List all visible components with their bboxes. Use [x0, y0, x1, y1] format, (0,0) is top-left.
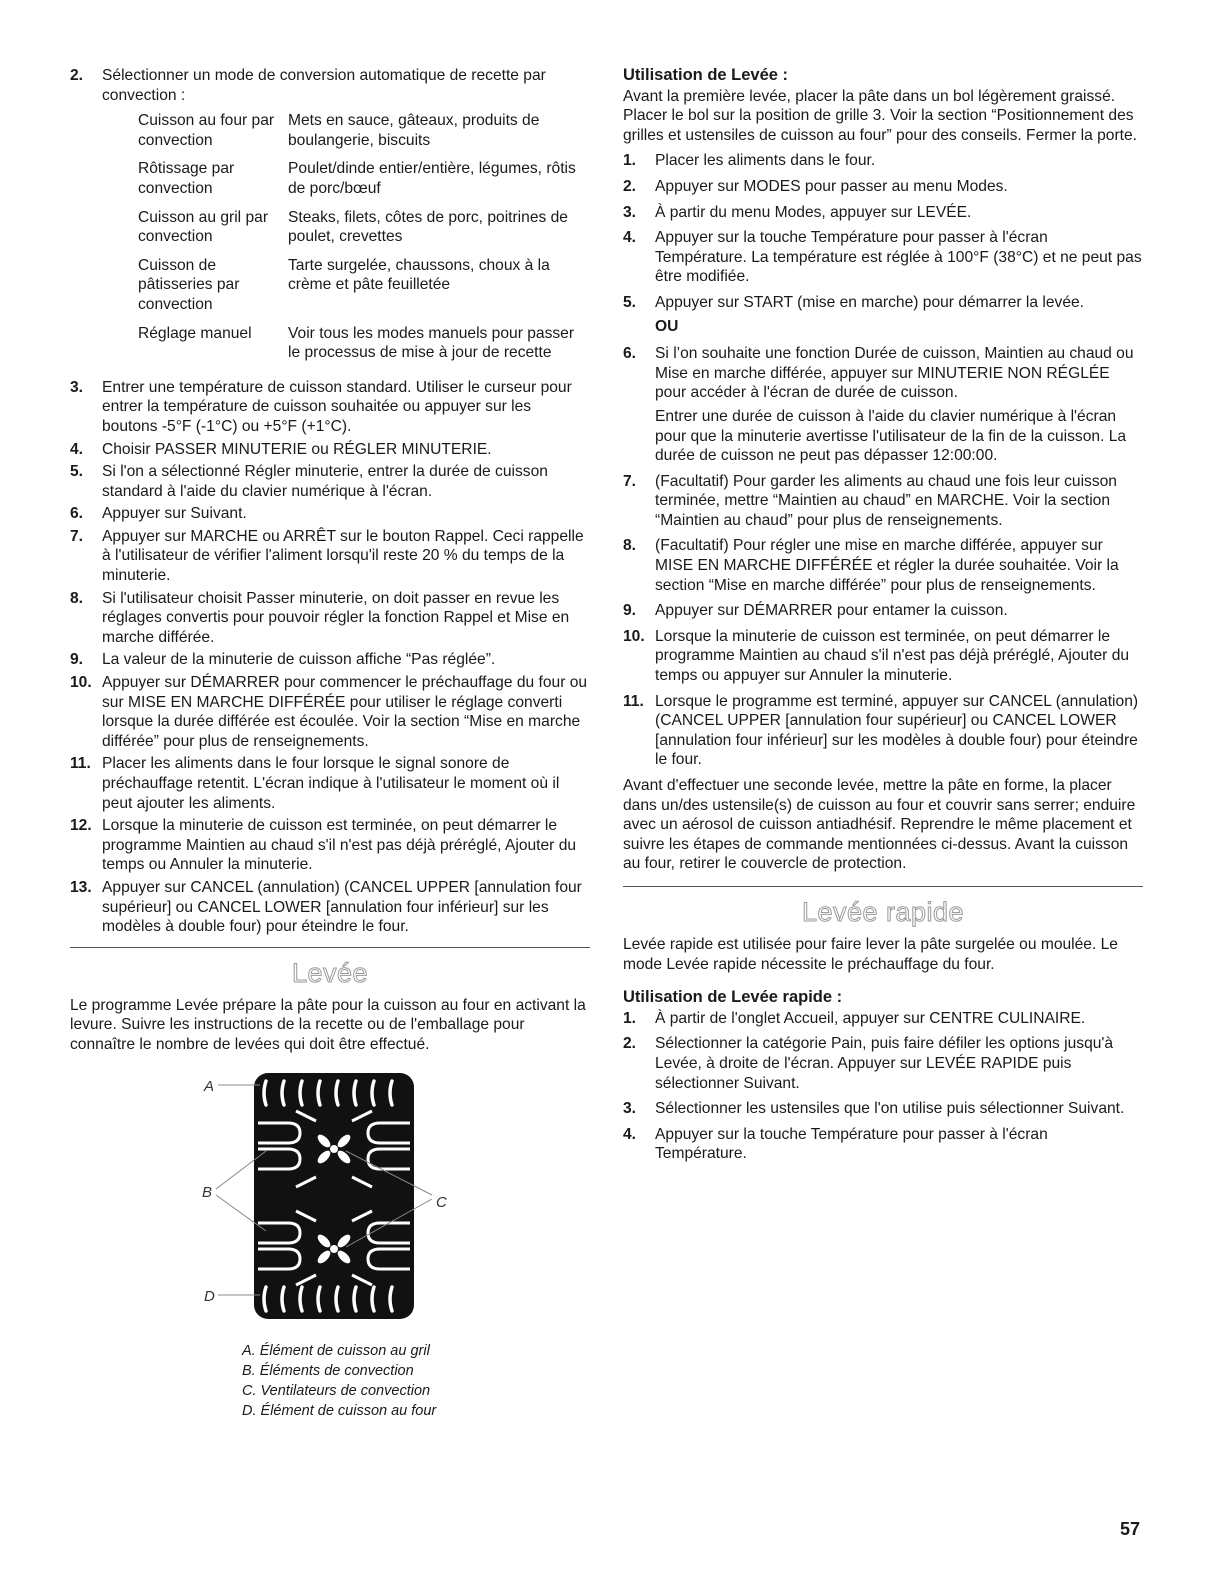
table-row	[138, 324, 590, 372]
mode-name: Cuisson au gril par convection	[138, 208, 269, 246]
step-number: 1.	[623, 1009, 637, 1027]
step-text: Si l'on a sélectionné Régler minuterie, entrer la durée de cuisson standard à l'aide du clavier numérique à l'écran.	[102, 463, 548, 500]
step-text: (Facultatif) Pour garder les aliments au chaud une fois leur cuisson terminée, mettre “Maintien au chaud” en MARCHE. Voir la section “Maintien au chaud” pour plus de renseignements.	[655, 472, 1117, 529]
step-text: Lorsque la minuterie de cuisson est terminée, on peut démarrer le programme Maintien au chaud s'il n'est pas déjà préréglé, Ajouter du temps ou Annuler la minuterie.	[102, 817, 577, 874]
step-number: 2.	[623, 1035, 637, 1053]
label-b: B	[202, 1183, 213, 1201]
step-number: 5.	[70, 463, 84, 481]
step-text: Placer les aliments dans le four.	[655, 152, 876, 170]
step-number: 8.	[70, 589, 84, 607]
step-number: 1.	[623, 152, 637, 170]
left-column	[70, 66, 590, 1421]
oven-cavity	[254, 1073, 414, 1319]
step-number: 6.	[623, 345, 637, 363]
step-number: 11.	[70, 755, 91, 773]
mode-name: Cuisson de pâtisseries par convection	[138, 256, 240, 313]
list-item	[70, 66, 590, 372]
mode-description: Tarte surgelée, chaussons, choux à la crème et pâte feuilletée	[288, 256, 550, 294]
caption-line: B. Éléments de convection	[242, 1362, 414, 1379]
conversion-modes-table	[138, 111, 590, 372]
step-list-levee-rapide	[623, 1009, 1143, 1164]
step-number: 10.	[70, 674, 92, 692]
step-text: Sélectionner les ustensiles que l'on utilise puis sélectionner Suivant.	[655, 1100, 1125, 1118]
step-number: 13.	[70, 878, 92, 896]
label-c: C	[436, 1193, 447, 1211]
label-a: A	[204, 1077, 215, 1095]
step-number: 4.	[623, 229, 637, 247]
step-text: Placer les aliments dans le four lorsque le signal sonore de préchauffage retentit. L'écran indique à l'utilisateur le moment où il peut ajouter les aliments.	[102, 755, 560, 812]
step-number: 6.	[70, 505, 84, 523]
list-item	[623, 1125, 1143, 1164]
page-number: 57	[1119, 1519, 1140, 1539]
list-item	[623, 601, 1143, 621]
step-number: 3.	[623, 203, 637, 221]
section-divider	[70, 947, 590, 948]
list-item	[70, 378, 590, 437]
step-list-levee	[623, 151, 1143, 770]
list-item	[623, 1009, 1143, 1029]
step-text: Appuyer sur la touche Température pour passer à l'écran Température. La température est réglée à 100°F (38°C) et ne peut pas être modifiée.	[655, 229, 1142, 286]
second-levee-paragraph: Avant d'effectuer une seconde levée, mettre la pâte en forme, la placer dans un/des ustensile(s) de cuisson au four et couvrir sans serrer; enduire avec un aérosol de cuisson antiadhésif. Reprendre le même placement et suivre les étapes de commande mentionnées ci-dessus. Avant la cuisson au four, retirer le couvercle de protection.	[623, 777, 1136, 873]
step-number: 7.	[70, 527, 84, 545]
mode-description: Steaks, filets, côtes de porc, poitrines de poulet, crevettes	[288, 208, 568, 246]
list-item	[623, 1034, 1143, 1093]
step-list-conversion	[70, 66, 590, 937]
step-text: Appuyer sur DÉMARRER pour entamer la cuisson.	[655, 602, 1008, 620]
list-item	[70, 754, 590, 813]
table-row	[138, 256, 590, 324]
step-text: Appuyer sur Suivant.	[102, 505, 247, 523]
list-item	[623, 344, 1143, 466]
list-item	[623, 472, 1143, 531]
step-number: 9.	[623, 602, 637, 620]
list-item	[70, 504, 590, 524]
step-text: Lorsque le programme est terminé, appuyer sur CANCEL (annulation) (CANCEL UPPER [annulation four supérieur] ou CANCEL LOWER [annulation four inférieur] sur les modèles à double four) pour éteindre le four.	[655, 692, 1139, 769]
mode-description: Voir tous les modes manuels pour passer le processus de mise à jour de recette	[288, 324, 575, 362]
list-item	[623, 203, 1143, 223]
step-number: 4.	[623, 1125, 637, 1143]
list-item	[623, 1099, 1143, 1119]
table-row	[138, 111, 590, 159]
step-number: 3.	[70, 378, 84, 396]
list-item	[70, 673, 590, 751]
step-number: 2.	[70, 67, 84, 84]
list-item	[623, 536, 1143, 595]
caption-line: A. Élément de cuisson au gril	[242, 1342, 430, 1359]
step-number: 11.	[623, 692, 644, 710]
step-text: À partir du menu Modes, appuyer sur LEVÉE.	[655, 203, 972, 221]
list-item	[70, 440, 590, 460]
heading-utilisation-levee: Utilisation de Levée :	[623, 66, 789, 84]
mode-description: Mets en sauce, gâteaux, produits de boulangerie, biscuits	[288, 112, 540, 149]
step-number: 9.	[70, 651, 84, 669]
step-text: Appuyer sur START (mise en marche) pour démarrer la levée.	[655, 293, 1084, 311]
list-item	[623, 293, 1143, 336]
label-d: D	[204, 1287, 215, 1305]
mode-name: Réglage manuel	[138, 324, 252, 342]
step-number: 5.	[623, 293, 637, 311]
step-text: Appuyer sur DÉMARRER pour commencer le préchauffage du four ou sur MISE EN MARCHE DIFFÉRÉE pour utiliser le réglage converti lorsque la durée différée est écoulée. Voir la section “Mise en marche différée” pour plus de renseignements.	[102, 674, 588, 750]
step-number: 12.	[70, 817, 92, 835]
list-item	[70, 816, 590, 875]
step-text: Appuyer sur MARCHE ou ARRÊT sur le bouton Rappel. Ceci rappelle à l'utilisateur de vérifier l'aliment lorsqu'il reste 20 % du temps de la minuterie.	[102, 527, 584, 585]
section-title-levee: Levée	[291, 957, 369, 988]
step-number: 8.	[623, 537, 637, 555]
step-extra-text: Entrer une durée de cuisson à l'aide du clavier numérique à l'écran pour que la minuterie avertisse l'utilisateur de la fin de la cuisson. La durée de cuisson ne peut pas dépasser 12:00:00.	[655, 407, 1127, 465]
mode-description: Poulet/dinde entier/entière, légumes, rôtis de porc/bœuf	[288, 160, 576, 197]
mode-name: Cuisson au four par convection	[138, 112, 275, 149]
step-text: Appuyer sur CANCEL (annulation) (CANCEL UPPER [annulation four supérieur] ou CANCEL LOWER [annulation four inférieur] sur les modèles à double four) pour éteindre le four.	[102, 878, 582, 936]
step-text: (Facultatif) Pour régler une mise en marche différée, appuyer sur MISE EN MARCHE DIFFÉRÉE et régler la durée souhaitée. Voir la section “Mise en marche différée” pour plus de renseignements.	[655, 537, 1119, 594]
table-row	[138, 208, 590, 256]
oven-elements-illustration	[196, 1071, 456, 1331]
step-number: 2.	[623, 177, 637, 195]
step-text: À partir de l'onglet Accueil, appuyer sur CENTRE CULINAIRE.	[655, 1009, 1086, 1027]
list-item	[623, 692, 1143, 770]
list-item	[70, 462, 590, 501]
caption-line: C. Ventilateurs de convection	[242, 1382, 431, 1399]
step-text: Choisir PASSER MINUTERIE ou RÉGLER MINUTERIE.	[102, 440, 492, 458]
list-item	[623, 627, 1143, 686]
table-row	[138, 159, 590, 207]
oven-diagram	[196, 1071, 456, 1331]
section-divider	[623, 886, 1143, 887]
list-item	[623, 228, 1143, 287]
mode-name: Rôtissage par convection	[138, 160, 235, 197]
step-text: Si l'utilisateur choisit Passer minuterie, on doit passer en revue les réglages convertis pour pouvoir régler la fonction Rappel et Mise en marche différée.	[102, 589, 570, 646]
step-text: Appuyer sur la touche Température pour passer à l'écran Température.	[655, 1125, 1048, 1163]
step-text: Entrer une température de cuisson standard. Utiliser le curseur pour entrer la température de cuisson souhaitée ou appuyer sur les boutons -5°F (-1°C) ou +5°F (+1°C).	[102, 378, 572, 435]
list-item	[70, 589, 590, 648]
step-text: Sélectionner la catégorie Pain, puis faire défiler les options jusqu'à Levée, à droite de l'écran. Appuyer sur LEVÉE RAPIDE puis sélectionner Suivant.	[655, 1035, 1114, 1092]
step-text: Appuyer sur MODES pour passer au menu Modes.	[655, 177, 1008, 195]
list-item	[70, 527, 590, 586]
step-text: Si l’on souhaite une fonction Durée de cuisson, Maintien au chaud ou Mise en marche différée, appuyer sur MINUTERIE NON RÉGLÉE pour accéder à l'écran de durée de cuisson.	[655, 345, 1134, 402]
step-number: 3.	[623, 1100, 637, 1118]
step-number: 7.	[623, 472, 637, 490]
list-item	[70, 878, 590, 937]
figure-caption	[242, 1341, 590, 1421]
levee-preparation-paragraph: Avant la première levée, placer la pâte dans un bol légèrement graissé. Placer le bol sur la position de grille 3. Voir la section “Positionnement des grilles et ustensiles de cuisson au four” pour des conseils. Fermer la porte.	[623, 87, 1137, 144]
caption-line: D. Élément de cuisson au four	[242, 1402, 437, 1419]
or-separator: OU	[655, 317, 679, 335]
levee-rapide-intro: Levée rapide est utilisée pour faire lever la pâte surgelée ou moulée. Le mode Levée rapide nécessite le préchauffage du four.	[623, 935, 1118, 973]
list-item	[623, 151, 1143, 171]
section-title-levee-rapide: Levée rapide	[801, 896, 965, 927]
step-text: Sélectionner un mode de conversion automatique de recette par convection :	[102, 67, 546, 104]
list-item	[623, 177, 1143, 197]
levee-intro: Le programme Levée prépare la pâte pour la cuisson au four en activant la levure. Suivre les instructions de la recette ou de l'emballage pour connaître le nombre de levées qui doit être effectué.	[70, 996, 586, 1053]
list-item	[70, 650, 590, 670]
heading-utilisation-levee-rapide: Utilisation de Levée rapide :	[623, 988, 843, 1007]
step-number: 4.	[70, 440, 84, 458]
step-text: Lorsque la minuterie de cuisson est terminée, on peut démarrer le programme Maintien au chaud s'il n'est pas déjà préréglé, Ajouter du temps ou appuyer sur Annuler la minuterie.	[655, 627, 1130, 685]
step-number: 10.	[623, 627, 645, 645]
right-column	[623, 66, 1143, 1170]
step-text: La valeur de la minuterie de cuisson affiche “Pas réglée”.	[102, 651, 496, 669]
